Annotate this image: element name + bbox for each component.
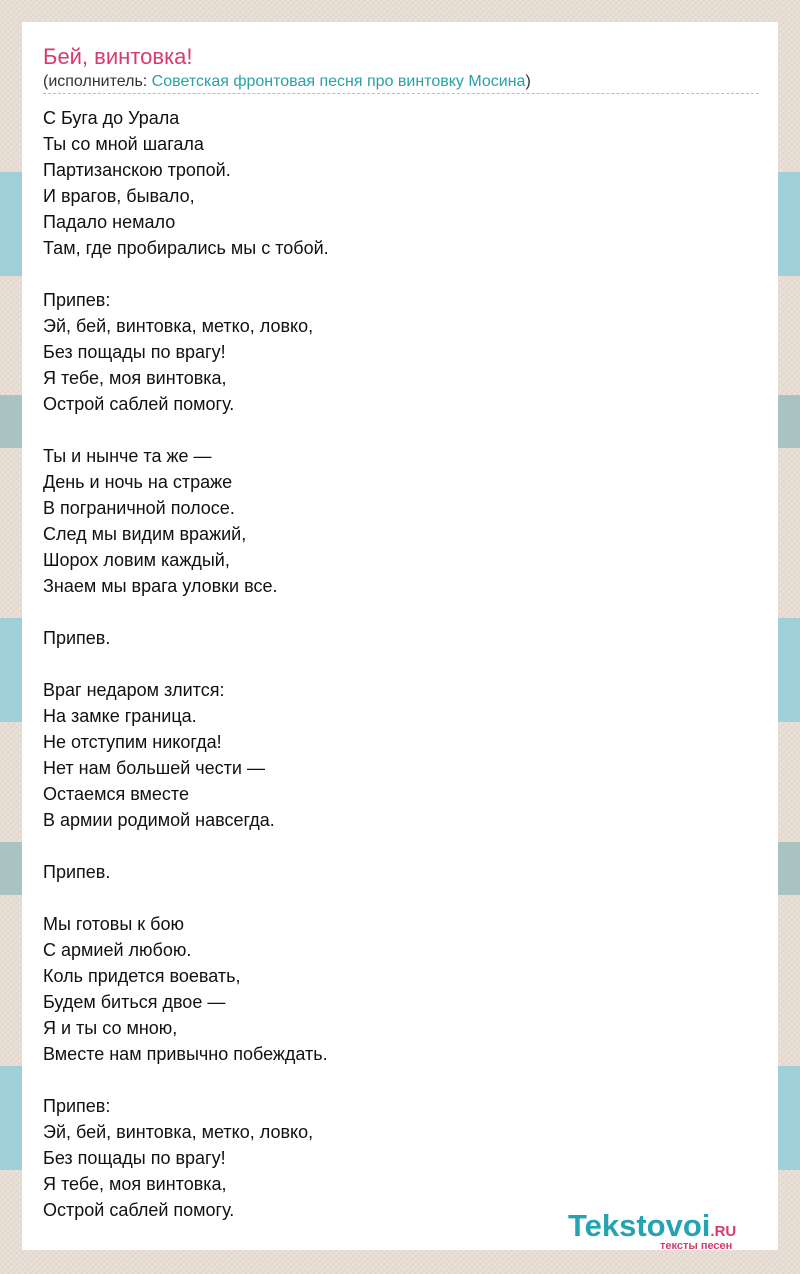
logo-tld: .RU bbox=[710, 1223, 737, 1240]
artist-line bbox=[43, 73, 531, 91]
divider bbox=[43, 93, 759, 94]
artist-prefix: (исполнитель: bbox=[43, 73, 152, 90]
artist-link[interactable]: Советская фронтовая песня про винтовку Мосина bbox=[151, 73, 526, 90]
lyrics-card bbox=[22, 22, 778, 1250]
lyrics-text: С Буга до Урала Ты со мной шагала Партизанскою тропой. И врагов, бывало, Падало немало Там, где пробирались мы с тобой. Припев: Эй, бей, винтовка, метко, ловко, Без пощады по врагу! Я тебе, моя винтовка, Острой саблей помогу. Ты и нынче та же — День и ночь на страже В пограничной полосе. След мы видим вражий, Шорох ловим каждый, Знаем мы врага уловки все. Припев. Враг недаром злится: На замке граница. Не отступим никогда! Нет нам большей чести — Остаемся вместе В армии родимой навсегда. Припев. Мы готовы к бою С армией любою. Коль придется воевать, Будем биться двое — Я и ты со мною, Вместе нам привычно побеждать. Припев: Эй, бей, винтовка, метко, ловко, Без пощады по врагу! Я тебе, моя винтовка, Острой саблей помогу. bbox=[43, 108, 329, 1220]
site-logo[interactable] bbox=[568, 1208, 737, 1252]
logo-name: Tekstovoi bbox=[568, 1208, 711, 1243]
logo-tagline: тексты песен bbox=[660, 1240, 733, 1252]
song-title: Бей, винтовка! bbox=[43, 44, 193, 69]
artist-suffix: ) bbox=[525, 73, 531, 90]
